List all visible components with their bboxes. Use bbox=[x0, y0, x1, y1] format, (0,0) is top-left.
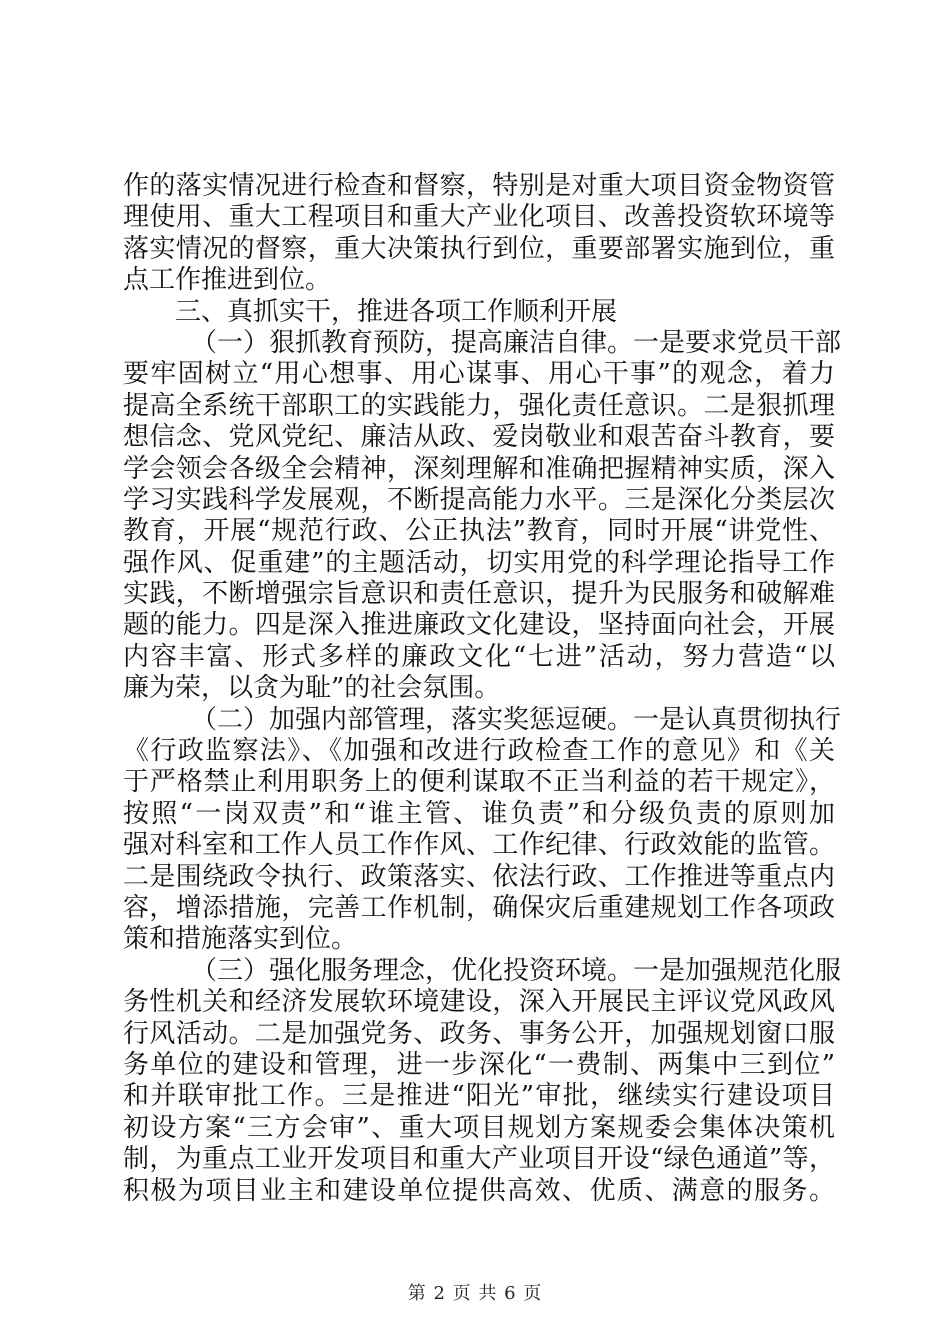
text-line: 实践，不断增强宗旨意识和责任意识，提升为民服务和破解难 bbox=[123, 579, 835, 610]
text-line: 强作风、促重建”的主题活动，切实用党的科学理论指导工作 bbox=[123, 547, 835, 578]
text-line: 学习实践科学发展观，不断提高能力水平。三是深化分类层次 bbox=[123, 484, 835, 515]
text-line: 按照“一岗双责”和“谁主管、谁负责”和分级负责的原则加 bbox=[123, 798, 835, 829]
text-line: 教育，开展“规范行政、公正执法”教育，同时开展“讲党性、 bbox=[123, 516, 835, 547]
text-line: 廉为荣，以贪为耻”的社会氛围。 bbox=[123, 673, 501, 704]
text-line: 点工作推进到位。 bbox=[123, 265, 332, 296]
body-text bbox=[123, 171, 842, 1207]
text-line: 作的落实情况进行检查和督察，特别是对重大项目资金物资管 bbox=[123, 171, 835, 201]
text-line: 题的能力。四是深入推进廉政文化建设，坚持面向社会，开展 bbox=[123, 610, 835, 641]
text-line: 理使用、重大工程项目和重大产业化项目、改善投资软环境等 bbox=[123, 202, 835, 233]
text-line: 《行政监察法》、《加强和改进行政检查工作的意见》和《关 bbox=[123, 736, 835, 767]
text-line: 要牢固树立“用心想事、用心谋事、用心干事”的观念，着力 bbox=[123, 359, 835, 390]
text-line: 强对科室和工作人员工作作风、工作纪律、行政效能的监管。 bbox=[123, 830, 835, 861]
page-footer: 第 2 页 共 6 页 bbox=[407, 1283, 543, 1304]
text-line: 想信念、党风党纪、廉洁从政、爱岗敬业和艰苦奋斗教育，要 bbox=[123, 422, 835, 453]
text-line: 积极为项目业主和建设单位提供高效、优质、满意的服务。 bbox=[123, 1175, 835, 1206]
text-line: 提高全系统干部职工的实践能力，强化责任意识。二是狠抓理 bbox=[123, 390, 835, 421]
text-line: 学会领会各级全会精神，深刻理解和准确把握精神实质，深入 bbox=[123, 453, 835, 484]
text-line: （三）强化服务理念，优化投资环境。一是加强规范化服 bbox=[191, 955, 842, 986]
text-line: （二）加强内部管理，落实奖惩逗硬。一是认真贯彻执行 bbox=[191, 704, 842, 735]
text-line: （一）狠抓教育预防，提高廉洁自律。一是要求党员干部 bbox=[191, 327, 842, 358]
text-line: 务单位的建设和管理，进一步深化“一费制、两集中三到位” bbox=[123, 1049, 835, 1080]
text-line: 初设方案“三方会审”、重大项目规划方案规委会集体决策机 bbox=[123, 1112, 835, 1143]
text-line: 二是围绕政令执行、政策落实、依法行政、工作推进等重点内 bbox=[123, 861, 835, 892]
text-line: 制，为重点工业开发项目和重大产业项目开设“绿色通道”等， bbox=[123, 1144, 835, 1175]
text-line: 策和措施落实到位。 bbox=[123, 924, 358, 955]
text-line: 三、真抓实干，推进各项工作顺利开展 bbox=[175, 296, 618, 327]
text-line: 落实情况的督察，重大决策执行到位，重要部署实施到位，重 bbox=[123, 233, 835, 264]
text-line: 务性机关和经济发展软环境建设，深入开展民主评议党风政风 bbox=[123, 987, 835, 1018]
text-line: 容，增添措施，完善工作机制，确保灾后重建规划工作各项政 bbox=[123, 892, 835, 923]
text-line: 内容丰富、形式多样的廉政文化“七进”活动，努力营造“以 bbox=[123, 641, 835, 672]
text-line: 于严格禁止利用职务上的便利谋取不正当利益的若干规定》， bbox=[123, 767, 835, 798]
text-line: 和并联审批工作。三是推进“阳光”审批，继续实行建设项目 bbox=[123, 1081, 835, 1112]
text-line: 行风活动。二是加强党务、政务、事务公开，加强规划窗口服 bbox=[123, 1018, 835, 1049]
